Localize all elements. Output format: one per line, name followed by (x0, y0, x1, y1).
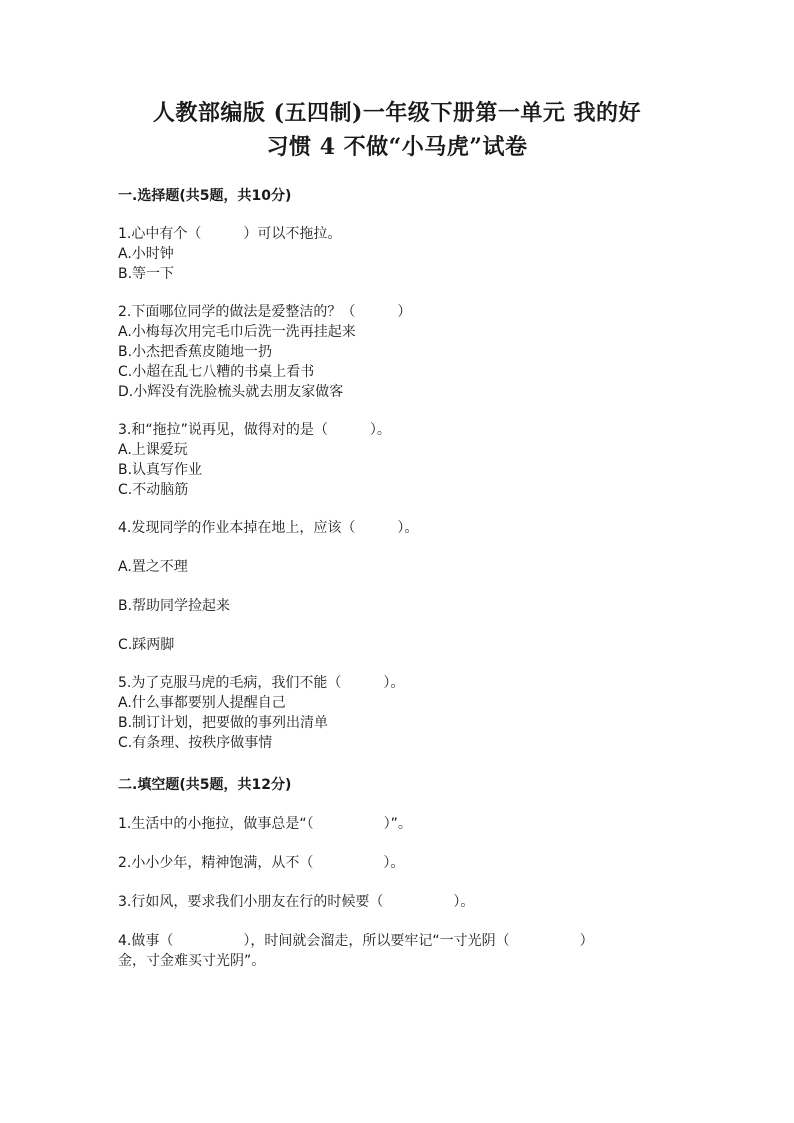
option-a: A.置之不理 (118, 559, 188, 575)
option-b: B.帮助同学捡起来 (118, 598, 231, 614)
option-d: D.小辉没有洗脸梳头就去朋友家做客 (118, 384, 344, 400)
question-stem: 4.发现同学的作业本掉在地上，应该（ ）。 (118, 520, 419, 536)
option-c: C.踩两脚 (118, 637, 175, 653)
fill-question-2 (118, 853, 676, 873)
option-b: B.制订计划，把要做的事列出清单 (118, 715, 329, 731)
section-fill-in-blank (118, 775, 676, 971)
option-c: C.有条理、按秩序做事情 (118, 735, 273, 751)
option-a: A.什么事都要别人提醒自己 (118, 695, 286, 711)
option-c: C.小超在乱七八糟的书桌上看书 (118, 364, 315, 380)
fill-question-4 (118, 931, 676, 971)
page-title (118, 0, 676, 164)
question-3 (118, 420, 676, 500)
question-stem: 4.做事（ ），时间就会溜走，所以要牢记“一寸光阴（ ） (118, 933, 594, 949)
option-a: A.上课爱玩 (118, 442, 188, 458)
question-stem: 1.心中有个（ ）可以不拖拉。 (118, 226, 342, 242)
option-b: B.认真写作业 (118, 462, 203, 478)
option-a: A.小梅每次用完毛巾后洗一洗再挂起来 (118, 324, 356, 340)
option-b: B.小杰把香蕉皮随地一扔 (118, 344, 273, 360)
title-line-1: 人教部编版 (五四制)一年级下册第一单元 我的好 (152, 100, 642, 126)
question-stem: 3.和“拖拉”说再见，做得对的是（ ）。 (118, 422, 391, 438)
section-heading: 一.选择题(共5题，共10分) (118, 188, 292, 204)
question-stem: 3.行如风，要求我们小朋友在行的时候要（ ）。 (118, 894, 475, 910)
question-stem: 1.生活中的小拖拉，做事总是“（ ）”。 (118, 816, 412, 832)
question-4 (118, 518, 676, 655)
question-stem: 2.下面哪位同学的做法是爱整洁的？（ ） (118, 304, 412, 320)
fill-question-3 (118, 892, 676, 912)
question-stem-continuation: 金，寸金难买寸光阴”。 (118, 953, 266, 969)
question-1 (118, 224, 676, 284)
question-stem: 2.小小少年，精神饱满，从不（ ）。 (118, 855, 405, 871)
option-c: C.不动脑筋 (118, 482, 189, 498)
section-heading: 二.填空题(共5题，共12分) (118, 777, 292, 793)
question-5 (118, 673, 676, 753)
question-stem: 5.为了克服马虎的毛病，我们不能（ ）。 (118, 675, 405, 691)
option-b: B.等一下 (118, 266, 175, 282)
question-2 (118, 302, 676, 402)
option-a: A.小时钟 (118, 246, 174, 262)
title-line-2: 习惯 4 不做“小马虎”试卷 (266, 134, 528, 160)
section-multiple-choice (118, 186, 676, 753)
fill-question-1 (118, 814, 676, 834)
